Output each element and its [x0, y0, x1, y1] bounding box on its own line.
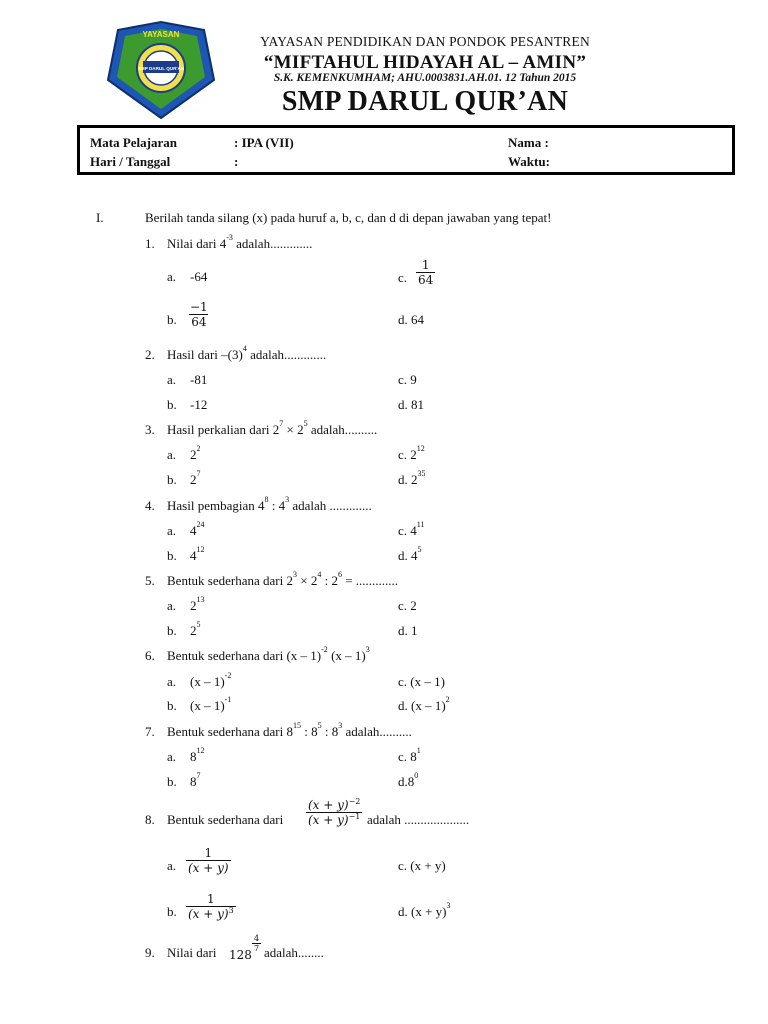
q1-option-d[interactable]: d. 64	[398, 312, 424, 327]
q5-option-d[interactable]: d. 1	[398, 623, 418, 638]
q2-option-b: -12	[190, 397, 208, 412]
q4-option-b: $4^{12}$	[190, 545, 205, 563]
q6-text: Bentuk sederhana dari (x – 1)$^{-2}$ (x – 1)$^3$	[167, 645, 370, 663]
q4-option-b-letter[interactable]: b.	[167, 548, 177, 563]
student-info-box	[77, 125, 735, 175]
q8-option-a: $\frac{1}{(x + y)}$	[188, 846, 229, 875]
q1-text: Nilai dari $4^{-3}$ adalah.............	[167, 233, 313, 251]
q1-option-a-letter[interactable]: a.	[167, 269, 177, 284]
q6-number: 6.	[145, 648, 155, 663]
q1-option-c-letter[interactable]: c.	[398, 270, 408, 285]
q8-option-c[interactable]: c. (x + y)	[398, 858, 446, 873]
q3-option-a-letter[interactable]: a.	[167, 447, 177, 462]
q3-option-c[interactable]: c. $2^{12}$	[398, 444, 425, 462]
q6-option-c[interactable]: c. (x – 1)	[398, 674, 445, 689]
q4-option-c[interactable]: c. $4^{11}$	[398, 520, 425, 538]
q4-option-a: $4^{24}$	[190, 520, 205, 538]
q5-option-b: $2^5$	[190, 620, 201, 638]
q2-option-c[interactable]: c. 9	[398, 372, 417, 387]
section-instruction: Berilah tanda silang (x) pada huruf a, b, c, dan d di depan jawaban yang tepat!	[145, 210, 552, 225]
school-group-name: “MIFTAHUL HIDAYAH AL – AMIN”	[263, 52, 587, 73]
q9-base: 128	[229, 948, 252, 962]
q5-text: Bentuk sederhana dari $2^3 \times 2^4$ : $2^6$ = .............	[167, 570, 399, 588]
q2-option-b-letter[interactable]: b.	[167, 397, 177, 412]
q8-fraction: $\frac{(x + y)^{-2}}{(x + y)^{-1}}$	[308, 797, 361, 827]
decree-number: S.K. KEMENKUMHAM; AHU.0003831.AH.01. 12 Tahun 2015	[273, 72, 577, 84]
q2-option-d[interactable]: d. 81	[398, 397, 424, 412]
q1-option-b: $\frac{-1}{64}$	[190, 300, 208, 329]
q2-number: 2.	[145, 347, 155, 362]
q7-option-d[interactable]: $d.8^0$	[398, 771, 419, 789]
q2-text: Hasil dari $-(3)^4$ adalah.............	[167, 344, 327, 362]
q6-option-d[interactable]: d. (x – 1)$^2$	[398, 695, 450, 713]
q8-text-pre: Bentuk sederhana dari	[167, 812, 284, 827]
q1-number: 1.	[145, 236, 155, 251]
q7-option-a-letter[interactable]: a.	[167, 749, 177, 764]
logo-center-text: SMP DARUL QUR'AN	[137, 66, 185, 71]
q9-text-pre: Nilai dari	[167, 945, 217, 960]
q5-option-a-letter[interactable]: a.	[167, 598, 177, 613]
q3-text: Hasil perkalian dari $2^7 \times 2^5$ adalah..........	[167, 419, 378, 437]
q1-option-a: -64	[190, 269, 208, 284]
q8-option-b-letter[interactable]: b.	[167, 904, 177, 919]
q1-option-b-letter[interactable]: b.	[167, 312, 177, 327]
q3-number: 3.	[145, 422, 155, 437]
q4-option-d[interactable]: d. $4^5$	[398, 545, 422, 563]
q9-exponent: $\frac{4}{7}$	[254, 934, 260, 953]
q6-option-b: (x – 1)$^{-1}$	[190, 695, 232, 713]
q8-option-a-letter[interactable]: a.	[167, 858, 177, 873]
q7-option-b: $8^7$	[190, 771, 201, 789]
q5-option-c[interactable]: c. 2	[398, 598, 417, 613]
q3-option-b: $2^7$	[190, 469, 201, 487]
q5-option-a: $2^{13}$	[190, 595, 205, 613]
q8-option-d[interactable]: d. $(x + y)^3$	[398, 901, 451, 919]
q5-option-b-letter[interactable]: b.	[167, 623, 177, 638]
school-logo	[106, 20, 216, 120]
q8-number: 8.	[145, 812, 155, 827]
q7-option-a: $8^{12}$	[190, 746, 205, 764]
q2-option-a: -81	[190, 372, 208, 387]
section-number: I.	[96, 210, 104, 225]
foundation-name: YAYASAN PENDIDIKAN DAN PONDOK PESANTREN	[260, 34, 590, 49]
q3-option-a: $2^2$	[190, 444, 201, 462]
subject-value: : IPA (VII)	[234, 135, 294, 150]
q6-option-b-letter[interactable]: b.	[167, 698, 177, 713]
time-label: Waktu:	[508, 154, 550, 169]
school-name: SMP DARUL QUR’AN	[281, 86, 569, 117]
q6-option-a-letter[interactable]: a.	[167, 674, 177, 689]
q2-option-a-letter[interactable]: a.	[167, 372, 177, 387]
q7-option-b-letter[interactable]: b.	[167, 774, 177, 789]
q4-number: 4.	[145, 498, 155, 513]
q8-option-b: $\frac{1}{(x + y)^3}$	[188, 892, 234, 921]
q7-number: 7.	[145, 724, 155, 739]
q9-text-post: adalah........	[264, 945, 324, 960]
q8-text-post: adalah ....................	[367, 812, 470, 827]
date-label: Hari / Tanggal	[90, 154, 171, 169]
q3-option-d[interactable]: d. $2^{35}$	[398, 469, 426, 487]
q7-text: Bentuk sederhana dari $8^{15}$ : $8^5$ : $8^3$ adalah..........	[167, 721, 412, 739]
q4-option-a-letter[interactable]: a.	[167, 523, 177, 538]
q9-number: 9.	[145, 945, 155, 960]
q5-number: 5.	[145, 573, 155, 588]
q3-option-b-letter[interactable]: b.	[167, 472, 177, 487]
name-label: Nama :	[508, 135, 549, 150]
logo-top-text: YAYASAN	[142, 30, 180, 39]
q6-option-a: (x – 1)$^{-2}$	[190, 671, 232, 689]
q4-text: Hasil pembagian $4^8$ : $4^3$ adalah .............	[167, 495, 372, 513]
q1-option-c: $\frac{1}{64}$	[418, 258, 434, 287]
q7-option-c[interactable]: c. $8^1$	[398, 746, 421, 764]
date-value: :	[234, 154, 239, 169]
subject-label: Mata Pelajaran	[90, 135, 178, 150]
